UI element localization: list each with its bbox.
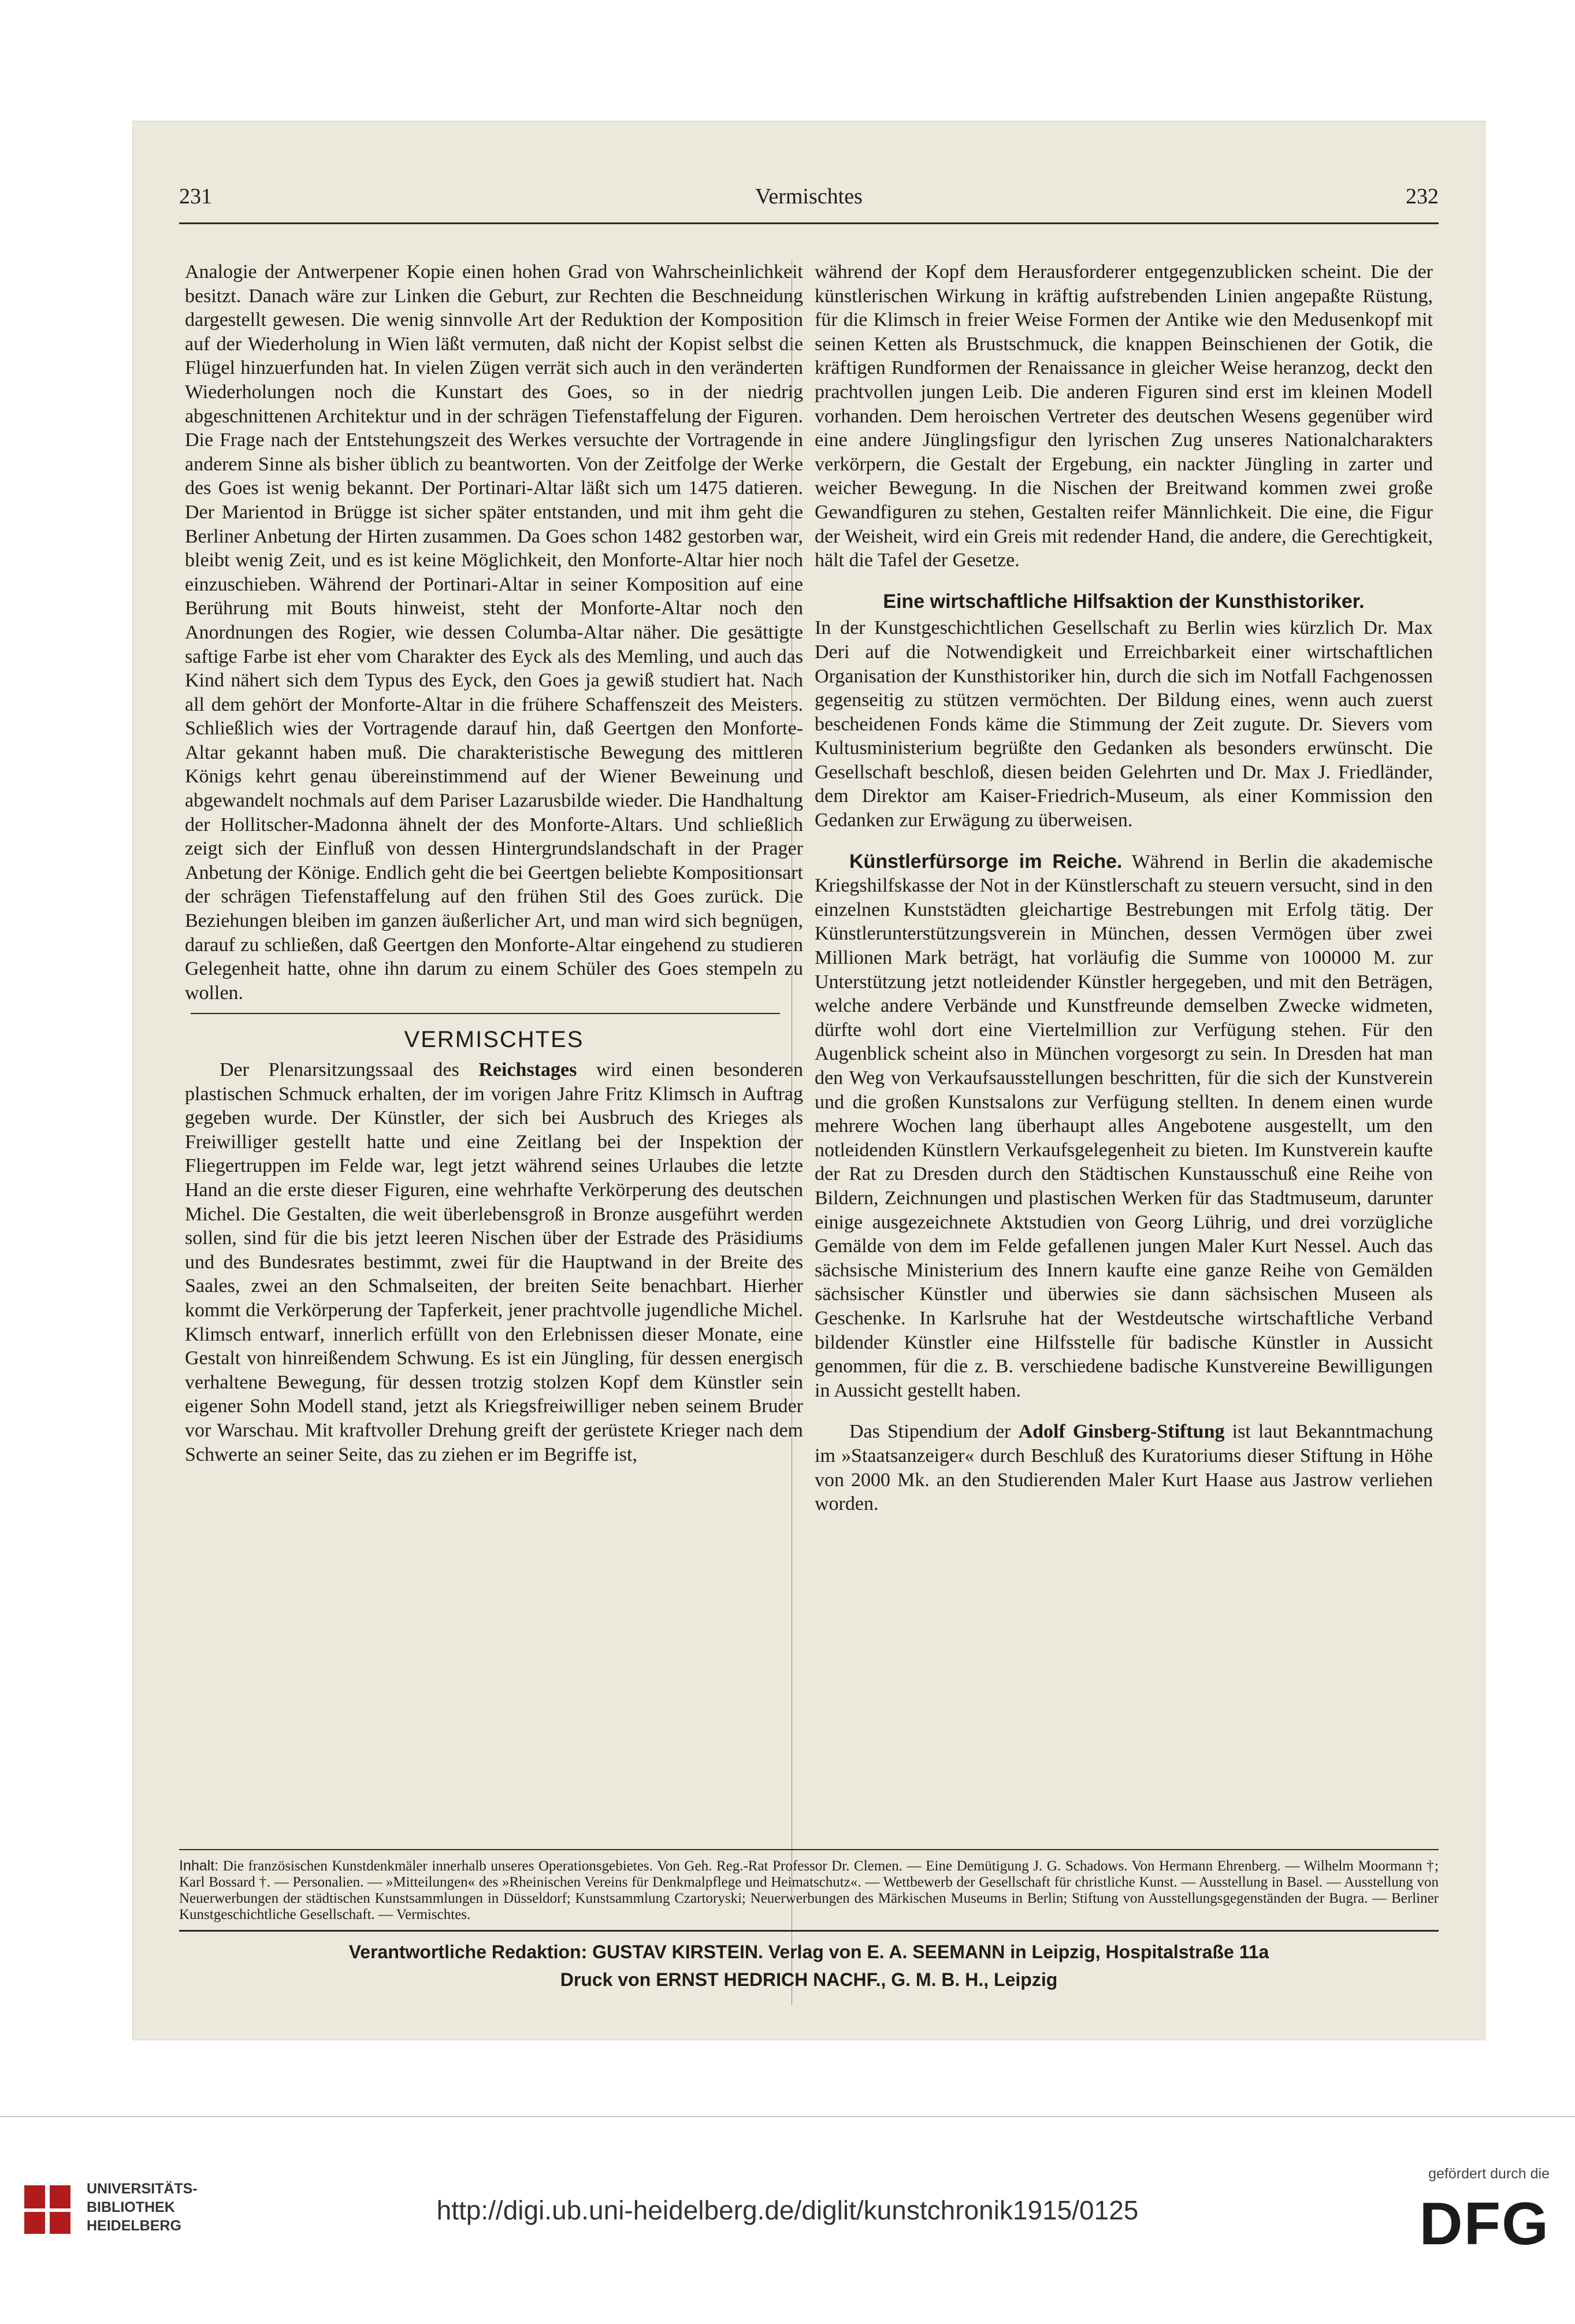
imprint-line: Verantwortliche Redaktion: GUSTAV KIRSTEIN. Verlag von E. A. SEEMANN in Leipzig, Hospitalstraße 11a (348, 1941, 1269, 1962)
emphasis: Adolf Ginsberg-Stiftung (1018, 1421, 1225, 1443)
dfg-logo: DFG (1419, 2191, 1550, 2258)
emphasis: Reichstages (478, 1059, 577, 1081)
contents-text: Die französischen Kunstdenkmäler innerhalb unseres Operationsgebietes. Von Geh. Reg.-Rat Professor Dr. Clemen. — Eine Demütigung J. G. Schadows. Von Hermann Ehrenberg. — Wilhelm Moormann †; Karl Bossard †. — Personalien. — »Mitteilungen« des »Rheinischen Vereins für Denkmalpflege und Heimatschutz«. — Wettbewerb der Gesellschaft für christliche Kunst. — Ausstellung in Basel. — Ausstellung von Neuerwerbungen der städtischen Kunstsammlungen in Düsseldorf; Kunstsammlung Czartoryski; Neuerwerbungen des Märkischen Museums in Berlin; Stiftung von Ausstellungsgegenständen der Bugra. — Berliner Kunstgeschichtliche Gesellschaft. — Vermischtes. (179, 1858, 1439, 1922)
imprint-rule (179, 1930, 1439, 1932)
paragraph: Künstlerfürsorge im Reiche. Während in Berlin die akademische Kriegshilfskasse der Not in der Künstlerschaft zu steuern versucht, sind in den einzelnen Kunststädten gleichartige Bestrebungen mit Erfolg tätig. Der Künstlerunterstützungsverein in München, dessen Vermögen über zwei Millionen Mark beträgt, hat vorläufig die Summe von 100000 M. zur Unterstützung jetzt notleidender Künstler hergegeben, und mit den Beträgen, welche andere Verbände und Kunstfreunde demselben Zwecke widmeten, dürfte wohl dort eine Viertelmillion zur Verfügung stehen. Für den Augenblick scheint also in München vorgesorgt zu sein. In Dresden hat man den Weg von Verkaufsausstellungen beschritten, für die sich der Kunstverein und die großen Kunstsalons zur Verfügung stellten. In denem einen wurde mehrere Wochen lang überhaupt alles Angebotene ausgestellt, um den notleidenden Künstlern Verkaufsgelegenheit zu bieten. Im Kunstverein kaufte der Rat zu Dresden durch den Städtischen Kunstausschuß eine Reihe von Bildern, Zeichnungen und plastischen Werken für das Stadtmuseum, darunter einige ausgezeichnete Aktstudien von Georg Lührig, und drei vorzügliche Gemälde von dem im Felde gefallenen jungen Maler Kurt Nessel. Auch das sächsische Ministerium des Innern kaufte eine ganze Reihe von Gemälden sächsischer Künstler und überwies sie dann sächsischen Museen als Geschenke. In Karlsruhe hat der Westdeutsche wirtschaftliche Verband bildender Künstler eine Hilfsstelle für badische Künstler in Aussicht genommen, für die z. B. verschiedene badische Kunstvereine Bewilligungen in Aussicht gestellt haben. (815, 850, 1433, 1401)
contents-label: Inhalt: (179, 1858, 219, 1874)
source-url[interactable]: http://digi.ub.uni-heidelberg.de/diglit/kunstchronik1915/0125 (436, 2195, 1139, 2225)
printer-line: Druck von ERNST HEDRICH NACHF., G. M. B. H., Leipzig (560, 1969, 1058, 1990)
article-heading: Eine wirtschaftliche Hilfsaktion der Kunsthistoriker. (883, 590, 1365, 612)
digitization-footer (0, 2116, 1575, 2324)
page-number-left: 231 (179, 184, 212, 209)
paragraph: Der Plenarsitzungssaal des Reichstages wird einen besonderen plastischen Schmuck erhalten, der im vorigen Jahre Fritz Klimsch in Auftrag gegeben wurde. Der Künstler, der sich bei Ausbruch des Krieges als Freiwilliger gestellt hatte und eine Zeitlang bei der Inspektion der Fliegertruppen im Felde war, legt jetzt während seines Urlaubes die letzte Hand an die erste dieser Figuren, eine wehrhafte Verkörperung des deutschen Michel. Die Gestalten, die weit überlebensgroß in Bronze ausgeführt werden sollen, sind für die bis jetzt leeren Nischen über der Estrade des Präsidiums und des Bundesrates bestimmt, zwei für die Hauptwand in der Breite des Saales, zwei an den Schmalseiten, der breiten Seite benachbart. Hierher kommt die Verkörperung der Tapferkeit, jener prachtvolle jugendliche Michel. Klimsch entwarf, innerlich erfüllt von den Erlebnissen dieser Monate, eine Gestalt von hinreißendem Schwung. Es ist ein Jüngling, für dessen energisch verhaltene Bewegung, für dessen trotzig stolzen Kopf dem Künstler sein eigener Sohn Modell stand, jetzt als Kriegsfreiwilliger neben seinem Bruder vor Warschau. Mit kraftvoller Drehung greift der gerüstete Krieger nach dem Schwerte an seiner Seite, das zu ziehen er im Begriffe ist, (185, 1059, 803, 1465)
article-lead: Künstlerfürsorge im Reiche. (849, 850, 1123, 873)
running-title: Vermischtes (755, 184, 863, 209)
header-rule (179, 222, 1439, 224)
page-number-right: 232 (1406, 184, 1439, 209)
paragraph: Analogie der Antwerpener Kopie einen hohen Grad von Wahrscheinlichkeit besitzt. Danach wäre zur Linken die Geburt, zur Rechten die Beschneidung dargestellt gewesen. Die wenig sinnvolle Art der Reduktion der Komposition auf der Wiederholung in Wien läßt vermuten, daß nicht der Kopist selbst die Flügel hinzuerfunden hat. In vielen Zügen verrät sich auch in den veränderten Wiederholungen noch die Kunstart des Goes, so in der niedrig abgeschnittenen Architektur und in der schrägen Tiefenstaffelung der Figuren. Die Frage nach der Entstehungszeit des Werkes versuchte der Vortragende in anderem Sinne als bisher üblich zu beantworten. Von der Zeitfolge der Werke des Goes ist wenig bekannt. Der Portinari-Altar läßt sich um 1475 datieren. Der Marientod in Brügge ist sicher später entstanden, und mit ihm geht die Berliner Anbetung der Hirten zusammen. Da Goes schon 1482 gestorben war, bleibt wenig Zeit, und es ist keine Möglichkeit, den Monforte-Altar hier noch einzuschieben. Während der Portinari-Altar in seiner Komposition auf eine Berührung mit Bouts hinweist, steht der Monforte-Altar noch den Anordnungen des Rogier, wie dessen Columba-Altar näher. Die gesättigte saftige Farbe ist eher vom Charakter des Eyck als des Memling, und auch das Kind nähert sich dem Typus des Eyck, den Goes ja gewiß studiert hat. Nach all dem gehört der Monforte-Altar in die frühere Schaffenszeit des Meisters. Schließlich wies der Vortragende darauf hin, daß Geertgen den Monforte-Altar gekannt haben muß. Die charakteristische Bewegung des mittleren Königs kehrt genau übereinstimmend auf der Wiener Beweinung und abgewandelt nochmals auf dem Pariser Lazarusbilde wieder. Die Handhaltung der Hollitscher-Madonna ähnelt der des Monforte-Altars. Und schließlich zeigt sich der Einfluß von dessen Hintergrundslandschaft in der Prager Anbetung der Könige. Endlich geht die bei Geertgen beliebte Kompositionsart der schrägen Tiefenstaffelung auf den frühen Stil des Goes zurück. Die Beziehungen bleiben im ganzen äußerlicher Art, und man wird sich begnügen, darauf zu schließen, daß Geertgen den Monforte-Altar eingehend zu studieren Gelegenheit hatte, ohne ihn darum zu einem Schüler des Goes stempeln zu wollen. (185, 261, 803, 1004)
left-column (185, 260, 803, 1467)
table-of-contents (179, 1858, 1439, 1923)
library-name: UNIVERSITÄTS- BIBLIOTHEK HEIDELBERG (87, 2181, 198, 2234)
contents-rule (179, 1849, 1439, 1850)
paragraph: Das Stipendium der Adolf Ginsberg-Stiftung ist laut Bekanntmachung im »Staatsanzeiger« durch Beschluß des Kuratoriums dieser Stiftung in Höhe von 2000 Mk. an den Studierenden Maler Kurt Haase aus Jastrow verliehen worden. (815, 1421, 1433, 1515)
page-header (179, 184, 1439, 224)
paragraph: In der Kunstgeschichtlichen Gesellschaft zu Berlin wies kürzlich Dr. Max Deri auf die Notwendigkeit und Erreichbarkeit einer wirtschaftlichen Organisation der Kunsthistoriker hin, durch die sich im Notfall Fachgenossen gegenseitig zu stützen vermöchten. Der Bildung eines, wenn auch zuerst bescheidenen Fonds käme die Stimmung der Zeit zugute. Dr. Sievers vom Kultusministerium begrüßte den Gedanken als besonders erwünscht. Die Gesellschaft beschloß, diesen beiden Gelehrten und Dr. Max J. Friedländer, dem Direktor am Kaiser-Friedrich-Museum, als einer Kommission den Gedanken zur Erwägung zu überweisen. (815, 617, 1433, 831)
paragraph: während der Kopf dem Herausforderer entgegenzublicken scheint. Die der künstlerischen Wirkung in kräftig aufstrebenden Linien angepaßte Rüstung, für die Klimsch in freier Weise Formen der Antike wie den Medusenkopf mit seinen Ketten als Brustschmuck, die knappen Beinschienen der Gotik, die kräftigen Rundformen der Renaissance in gleicher Weise heranzog, deckt den prachtvollen jungen Leib. Die anderen Figuren sind erst im kleinen Modell vorhanden. Dem heroischen Vertreter des deutschen Wesens gegenüber wird eine andere Jünglingsfigur den lyrischen Zug unseres Nationalcharakters verkörpern, die Gestalt der Ergebung, ein nackter Jüngling in zarter und weicher Bewegung. In die Nischen der Breitwand kommen zwei große Gewandfiguren zu stehen, Gestalten reifer Männlichkeit. Die eine, die Figur der Weisheit, wird ein Greis mit redender Hand, die andere, die Gerechtigkeit, hält die Tafel der Gesetze. (815, 261, 1433, 571)
footer-divider (0, 2116, 1575, 2117)
section-title: VERMISCHTES (404, 1027, 584, 1053)
right-column (815, 260, 1433, 1516)
funding-note: gefördert durch die (1428, 2166, 1550, 2182)
section-divider (191, 1013, 780, 1014)
scanned-page (133, 121, 1485, 2040)
